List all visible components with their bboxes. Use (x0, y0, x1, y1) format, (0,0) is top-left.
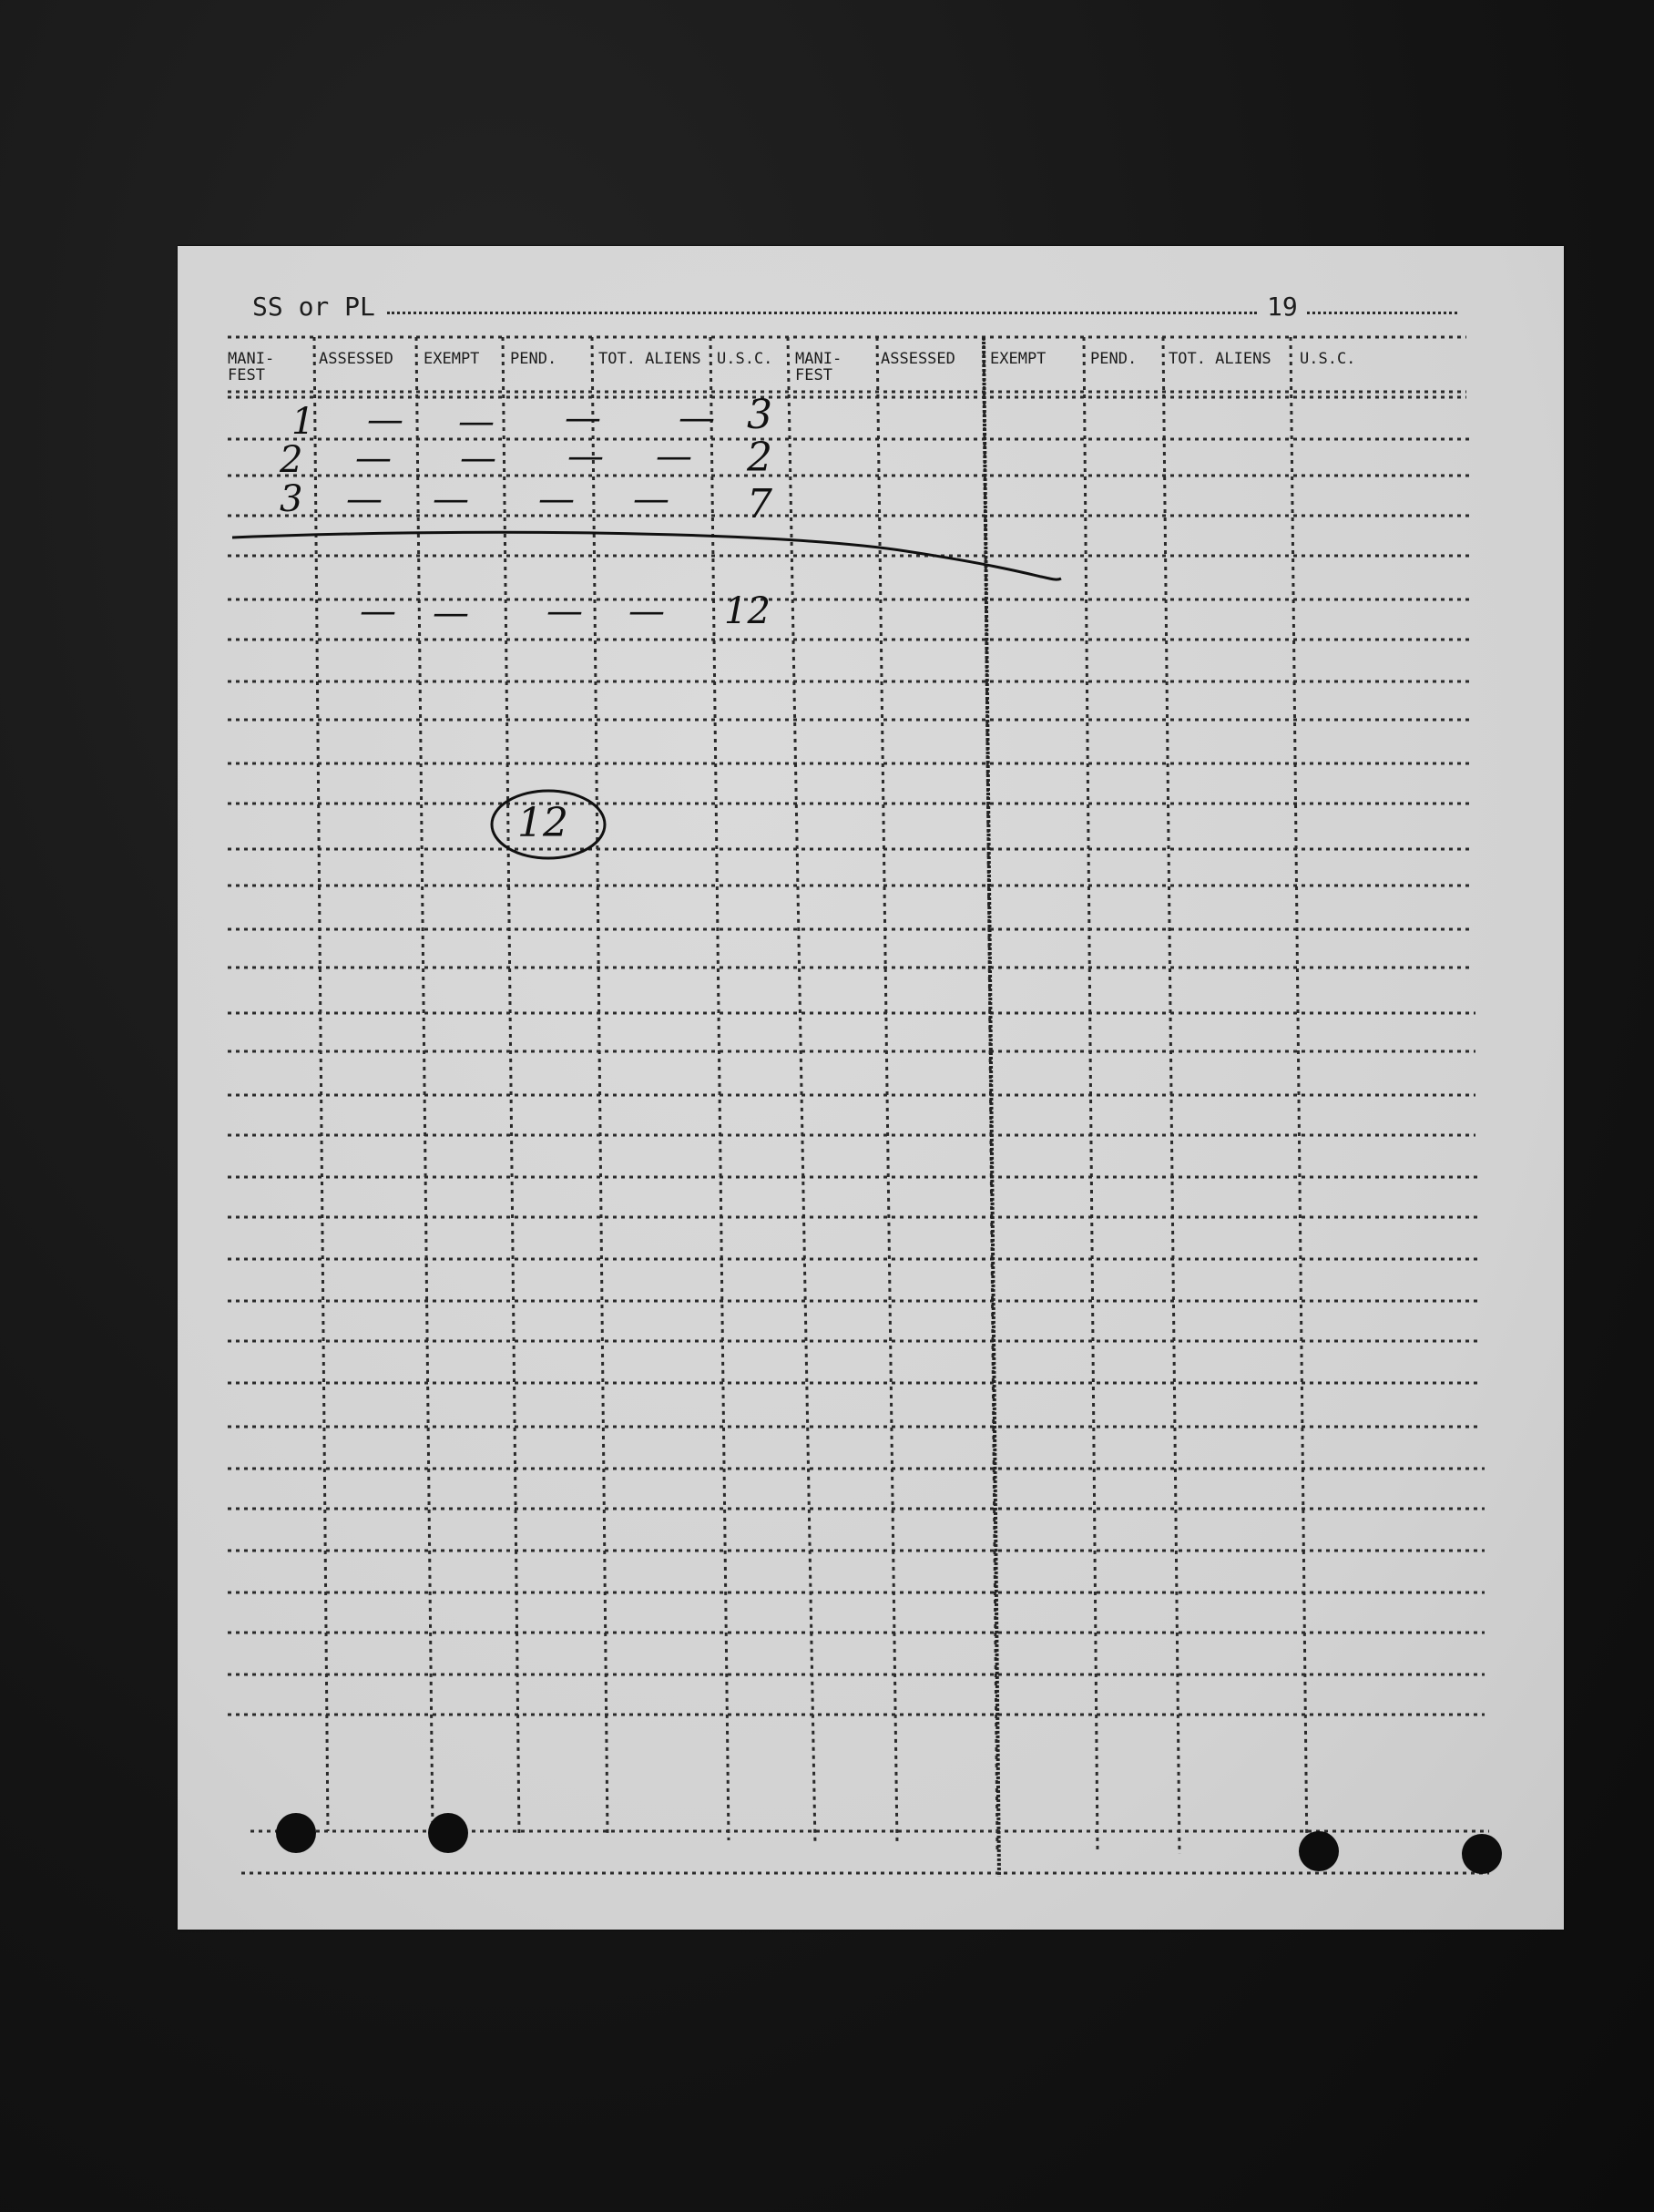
year-prefix: 19 (1267, 292, 1298, 322)
col-manifest-1: MANI- FEST (228, 350, 275, 384)
row3-tot-aliens: — (633, 478, 669, 520)
row2-usc: 2 (747, 435, 772, 481)
col-assessed-2: ASSESSED (881, 350, 955, 368)
row2-assessed: — (355, 437, 392, 479)
row3-pend: — (538, 478, 575, 520)
row1-assessed: — (367, 399, 403, 441)
circled-total: 12 (517, 800, 568, 846)
col-tot-aliens-2: TOT. ALIENS (1169, 350, 1271, 368)
col-pend-1: PEND. (510, 350, 557, 368)
row3-assessed: — (346, 478, 383, 520)
total-usc: 12 (724, 590, 771, 632)
ruled-grid (178, 246, 1564, 1930)
total-assessed: — (360, 590, 396, 632)
ss-or-pl-label: SS or PL (252, 292, 375, 322)
row3-manifest: 3 (280, 478, 303, 520)
col-exempt-1: EXEMPT (424, 350, 480, 368)
punch-hole (1462, 1834, 1502, 1874)
row1-tot-aliens: — (679, 397, 715, 439)
col-usc-1: U.S.C. (717, 350, 773, 368)
punch-hole (1299, 1831, 1339, 1871)
col-pend-2: PEND. (1090, 350, 1138, 368)
row1-pend: — (565, 397, 601, 439)
col-tot-aliens-1: TOT. ALIENS (598, 350, 701, 368)
total-tot-aliens: — (628, 590, 665, 632)
row1-exempt: — (458, 401, 495, 443)
col-usc-2: U.S.C. (1300, 350, 1356, 368)
col-exempt-2: EXEMPT (990, 350, 1047, 368)
row2-pend: — (567, 435, 604, 477)
manifest-tally-sheet (178, 246, 1564, 1930)
col-manifest-2: MANI- FEST (795, 350, 842, 384)
row2-exempt: — (460, 437, 496, 479)
total-exempt: — (433, 592, 469, 634)
punch-hole (428, 1813, 468, 1853)
col-assessed-1: ASSESSED (319, 350, 393, 368)
row3-exempt: — (433, 478, 469, 520)
row2-manifest: 2 (280, 439, 303, 481)
total-pend: — (546, 590, 583, 632)
row1-usc: 3 (747, 392, 772, 438)
row1-manifest: 1 (291, 401, 315, 443)
row3-usc: 7 (747, 481, 772, 527)
row2-tot-aliens: — (656, 435, 692, 477)
punch-hole (276, 1813, 316, 1853)
